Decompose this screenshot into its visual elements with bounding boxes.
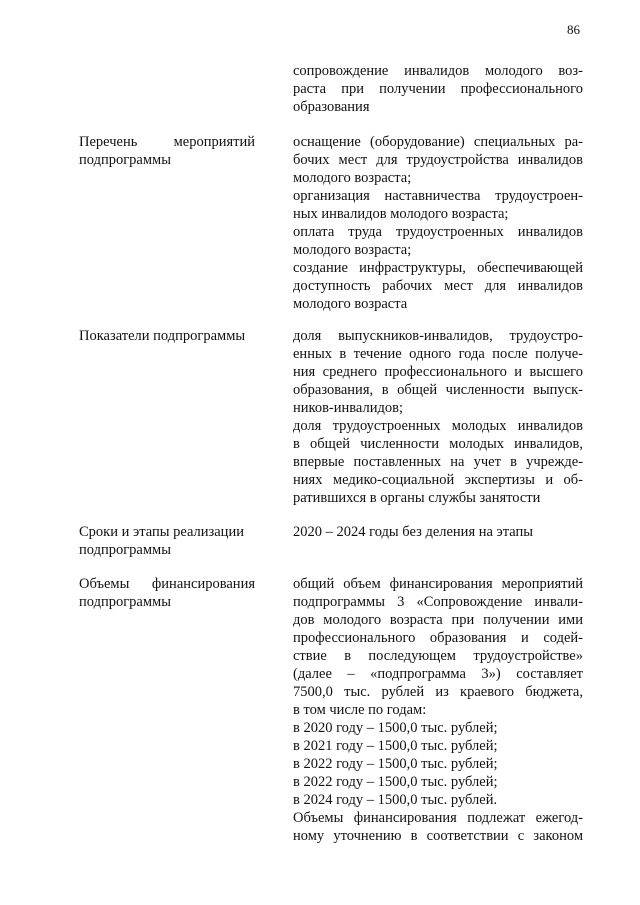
label-word: Объемы	[79, 576, 130, 592]
value-line: енных в течение одного года после получе-	[293, 346, 583, 362]
value-line: бочих мест для трудоустройства инвалидов	[293, 152, 583, 168]
value-line: раста при получении профессионального	[293, 81, 583, 97]
value-line: оснащение (оборудование) специальных ра-	[293, 134, 583, 150]
value-line: ному уточнению в соответствии с законом	[293, 828, 583, 844]
label-line	[79, 523, 255, 541]
value-line: в 2022 году – 1500,0 тыс. рублей;	[293, 756, 498, 772]
value-line: 7500,0 тыс. рублей из краевого бюджета,	[293, 684, 583, 700]
value-line: образования, в общей численности выпуск-	[293, 382, 583, 398]
label-word: Показатели подпрограммы	[79, 328, 246, 344]
value-line: в том числе по годам:	[293, 702, 427, 718]
value-line: доля выпускников-инвалидов, трудоустро-	[293, 328, 583, 344]
value-line: сопровождение инвалидов молодого воз-	[293, 63, 583, 79]
value-line: создание инфраструктуры, обеспечивающей	[293, 260, 583, 276]
label-line	[79, 151, 255, 169]
value-line: (далее – «подпрограмма 3») составляет	[293, 666, 583, 682]
value-line: общий объем финансирования мероприятий	[293, 576, 583, 592]
label-word: Перечень	[79, 134, 138, 150]
value-line: ратившихся в органы службы занятости	[293, 490, 541, 506]
label-line	[79, 327, 255, 345]
value-line: ных инвалидов молодого возраста;	[293, 206, 509, 222]
label-word: подпрограммы	[79, 152, 171, 168]
value-line: образования	[293, 99, 370, 115]
label-word: Сроки и этапы реализации	[79, 524, 244, 540]
row-value	[293, 327, 583, 507]
value-line: молодого возраста;	[293, 170, 412, 186]
value-line: молодого возраста	[293, 296, 408, 312]
value-line: ния среднего профессионального и высшего	[293, 364, 583, 380]
page-number: 86	[567, 22, 580, 37]
label-line	[79, 541, 255, 559]
row-label	[79, 327, 255, 345]
label-word: подпрограммы	[79, 594, 171, 610]
row-value	[293, 575, 583, 845]
label-line	[79, 593, 255, 611]
row-label	[79, 523, 255, 559]
value-line: оплата труда трудоустроенных инвалидов	[293, 224, 583, 240]
value-line: ниях медико-социальной экспертизы и об-	[293, 472, 583, 488]
row-value	[293, 523, 583, 541]
label-word: финансирования	[151, 576, 255, 592]
value-line: организация наставничества трудоустроен-	[293, 188, 583, 204]
value-line: в 2024 году – 1500,0 тыс. рублей.	[293, 792, 498, 808]
value-line: молодого возраста;	[293, 242, 412, 258]
row-label	[79, 575, 255, 611]
value-line: 2020 – 2024 годы без деления на этапы	[293, 524, 534, 540]
value-line: Объемы финансирования подлежат ежегод-	[293, 810, 583, 826]
value-line: подпрограммы 3 «Сопровождение инвали-	[293, 594, 583, 610]
value-line: профессионального образования и содей-	[293, 630, 583, 646]
label-word: подпрограммы	[79, 542, 171, 558]
value-line: в 2021 году – 1500,0 тыс. рублей;	[293, 738, 498, 754]
value-line: доступность рабочих мест для инвалидов	[293, 278, 583, 294]
label-line	[79, 133, 255, 151]
value-line: в 2022 году – 1500,0 тыс. рублей;	[293, 774, 498, 790]
value-line: дов молодого возраста при получении ими	[293, 612, 583, 628]
value-line: ников-инвалидов;	[293, 400, 403, 416]
label-line	[79, 575, 255, 593]
value-line: ствие в последующем трудоустройстве»	[293, 648, 583, 664]
row-label	[79, 133, 255, 169]
value-line: впервые поставленных на учет в учрежде-	[293, 454, 583, 470]
row-value	[293, 133, 583, 313]
row-value	[293, 62, 583, 116]
value-line: в 2020 году – 1500,0 тыс. рублей;	[293, 720, 498, 736]
label-word: мероприятий	[173, 134, 255, 150]
value-line: в общей численности молодых инвалидов,	[293, 436, 583, 452]
value-line: доля трудоустроенных молодых инвалидов	[293, 418, 583, 434]
